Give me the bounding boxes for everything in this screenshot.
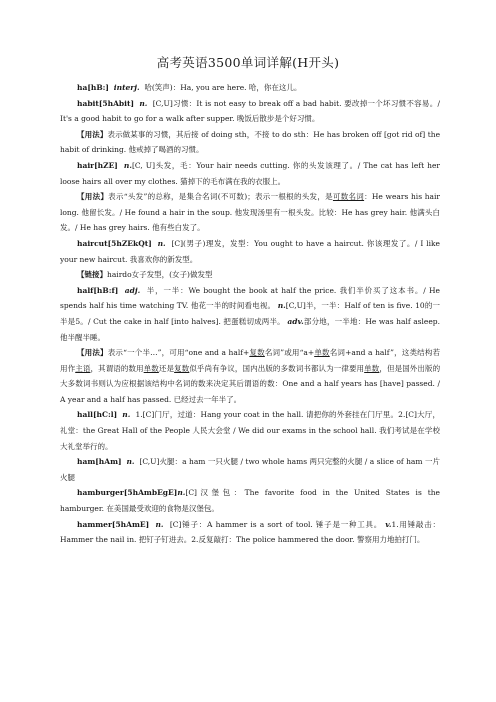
usage-note-half <box>60 345 440 407</box>
headword: ha[hB:] <box>77 83 109 92</box>
headword: ham[hAm] <box>77 457 122 467</box>
document-body <box>60 80 440 548</box>
usage-text: ：He wears his hair long. 他留长发。/ He found a hair in the soup. 他发现汤里有一根头发。比较：He has grey hair. 他满头白发。/ He has grey hairs. 他有些白发了。 <box>60 192 441 233</box>
entry-ham <box>60 454 440 485</box>
usage-underline: 主语 <box>75 363 91 373</box>
usage-text: 表示做某事的习惯，其后接 of doing sth，不接 to do sth：He has broken off [got rid of] the habit of drinking. 他戒掉了喝酒的习惯。 <box>60 129 441 155</box>
usage-text: 似乎尚有争议，国内出版的多数词书都认为一律要用 <box>189 363 365 373</box>
usage-text: 表示“一个半…”，可用“one and a half+ <box>107 348 250 358</box>
entry-text: 哈(笑声)：Ha, you are here. 哈，你在这儿。 <box>144 83 302 92</box>
usage-text: ，但是国外出版的大多数词书则认为应根据该结构中名词的数来决定其后谓语的数：One and a half years has [have] passed. / A year and a half has passed. 已经过去一年半了。 <box>60 363 441 404</box>
usage-underline: 单数 <box>364 363 380 373</box>
entry-text: 半，一半：We bought the book at half the price. 我们半价买了这本书。/ He spends half his time watching TV. 他花一半的时间看电视。 <box>60 285 440 311</box>
entry-hammer <box>60 517 440 548</box>
part-of-speech: n. <box>277 301 286 311</box>
usage-note-hair <box>60 189 440 236</box>
usage-text: 名词+and a half”，这类结构若用作 <box>60 348 441 373</box>
usage-text: ，其谓语的数用 <box>90 363 144 373</box>
entry-habit <box>60 96 440 127</box>
usage-underline: 复数 <box>174 363 190 373</box>
entry-ha <box>60 80 440 96</box>
entry-hair <box>60 158 440 189</box>
entry-text: [C](男子)理发，发型：You ought to have a haircut. 你该理发了。/ I like your new haircut. 我喜欢你的新发型。 <box>60 238 440 264</box>
page-title: 高考英语3500单词详解(H开头) <box>156 55 340 70</box>
part-of-speech: interj. <box>113 83 140 92</box>
part-of-speech: n. <box>139 98 148 108</box>
link-note-haircut <box>60 267 440 283</box>
link-label: 【链接】 <box>77 270 107 280</box>
entry-text: 1.用锤敲击：Hammer the nail in. 把钉子钉进去。2.反复敲打：The police hammered the door. 警察用力地拍打门。 <box>60 519 440 545</box>
usage-underline: 单数 <box>143 363 159 373</box>
part-of-speech: n. <box>157 238 166 248</box>
part-of-speech: n. <box>122 410 131 420</box>
entry-text: [C]汉堡包：The favorite food in the United States is the hamburger. 在美国最受欢迎的食物是汉堡包。 <box>60 488 440 514</box>
part-of-speech: v. <box>385 519 392 529</box>
usage-text: 名词”或用“a+ <box>264 348 315 358</box>
part-of-speech: n. <box>177 488 186 498</box>
part-of-speech: adj. <box>124 285 141 295</box>
part-of-speech: adv. <box>287 316 304 326</box>
usage-underline: 复数 <box>249 348 265 358</box>
usage-label: 【用法】 <box>77 129 108 139</box>
headword: hammer[5hAmE] <box>77 519 150 529</box>
headword: habit[5hAbit] <box>77 98 135 108</box>
entry-text: [C, U]头发，毛：Your hair needs cutting. 你的头发该理了。/ The cat has left her loose hairs all over my clothes. 猫掉下的毛布满在我的衣服上。 <box>60 160 440 186</box>
headword: hair[hZE] <box>77 160 118 170</box>
usage-underline: 单数 <box>314 348 330 358</box>
headword: hall[hC:l] <box>77 410 118 420</box>
entry-haircut <box>60 236 440 267</box>
usage-label: 【用法】 <box>77 192 109 202</box>
link-text: hairdo女子发型，(女子)做发型 <box>107 270 213 280</box>
usage-text: 还是 <box>158 363 175 373</box>
usage-label: 【用法】 <box>77 348 108 358</box>
entry-text: [C,U]火腿：a ham 一只火腿 / two whole hams 两只完整的火腿 / a slice of ham 一片火腿 <box>60 457 440 482</box>
part-of-speech: n. <box>123 160 132 170</box>
headword: haircut[5hZEkQt] <box>77 238 152 248</box>
entry-text: 部分地，一半地：He was half asleep. 他半醒半睡。 <box>60 316 440 342</box>
entry-half <box>60 283 440 345</box>
headword: half[hB:f] <box>77 285 119 295</box>
entry-text: 1.[C]门厅，过道：Hang your coat in the hall. 请把你的外套挂在门厅里。2.[C]大厅，礼堂：the Great Hall of the People 人民大会堂 / We did our exams in the school hall. 我们考试是在学校大礼堂举行的。 <box>60 410 440 451</box>
entry-text: [C]锤子：A hammer is a sort of tool. 锤子是一种工具。 <box>169 519 383 529</box>
entry-text: [C,U]习惯：It is not easy to break off a bad habit. 要改掉一个坏习惯不容易。/ It's a good habit to go for a walk after supper. 晚饭后散步是个好习惯。 <box>60 98 440 124</box>
entry-hamburger <box>60 485 440 516</box>
usage-underline: 可数名词 <box>332 192 365 202</box>
headword: hamburger[5hAmbEgE] <box>77 488 178 498</box>
part-of-speech: n. <box>155 519 164 529</box>
part-of-speech: n. <box>126 457 135 467</box>
usage-text: 表示“头发”的总称，是集合名词(不可数)；表示一根根的头发，是 <box>108 192 333 202</box>
usage-note-habit <box>60 127 440 158</box>
entry-text: [C,U]半，一半：Half of ten is five. 10的一半是5。/ Cut the cake in half [into halves]. 把蛋糕切成两半。 <box>60 301 441 326</box>
entry-hall <box>60 407 440 454</box>
